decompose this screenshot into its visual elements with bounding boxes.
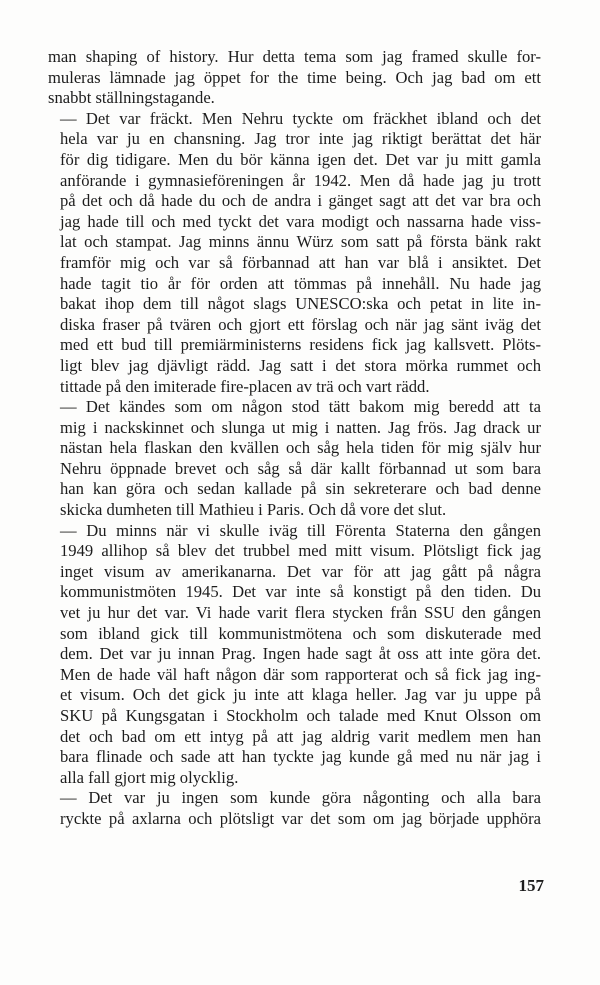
text-line: SKU på Kungsgatan i Stockholm och talade med Knut Olsson om — [60, 706, 541, 725]
text-line: ryckte på axlarna och plötsligt var det som om jag började upphöra — [60, 808, 541, 828]
text-line: det och bad om ett intyg på att jag aldrig varit medlem men han — [60, 726, 541, 746]
text-line: vet ju hur det var. Vi hade varit flera stycken från SSU den gången — [60, 603, 541, 623]
text-line: dem. Det var ju innan Prag. Ingen hade sagt åt oss att inte göra det. — [60, 644, 541, 664]
text-line: framför mig och var så förbannad att han var blå i ansiktet. Det — [60, 252, 541, 272]
text-line: Men de hade väl haft någon där som rapporterat och så fick jag ing- — [60, 664, 541, 684]
paragraph — [48, 788, 541, 829]
text-line: — Du minns när vi skulle iväg till Förenta Staterna den gången — [60, 520, 541, 540]
text-line: — Det var ju ingen som kunde göra någonting och alla bara — [60, 788, 541, 808]
text-line: på det och då hade du och de andra i gänget sagt att det var bra och — [60, 191, 541, 211]
text-line: — Det kändes som om någon stod tätt bakom mig beredd att ta — [60, 397, 541, 417]
text-line: et visum. Och det gick ju inte att klaga heller. Jag var ju uppe på — [60, 685, 541, 705]
text-line: snabbt ställningstagande. — [48, 88, 215, 108]
text-line: muleras lämnade jag öppet for the time being. Och jag bad om ett — [48, 67, 541, 87]
text-line: mig i nackskinnet och slunga ut mig i natten. Jag frös. Jag drack ur — [60, 417, 541, 437]
text-line: hade tagit tio år för orden att tömmas på innehåll. Nu hade jag — [60, 273, 541, 293]
paragraph — [48, 109, 541, 397]
text-line: jag hade till och med tyckt det vara modigt och nassarna hade viss- — [60, 211, 541, 231]
text-line: skicka dumheten till Mathieu i Paris. Och då vore det slut. — [60, 500, 447, 520]
text-line: 1949 allihop så blev det trubbel med mitt visum. Plötsligt fick jag — [60, 541, 541, 561]
text-line: anförande i gymnasieföreningen år 1942. Men då hade jag ju trott — [60, 170, 541, 190]
text-line: — Det var fräckt. Men Nehru tyckte om fräckhet ibland och det — [60, 108, 541, 128]
text-line: han kan göra och sedan kallade på sin sekreterare och bad denne — [60, 479, 541, 499]
text-line: man shaping of history. Hur detta tema som jag framed skulle for- — [48, 47, 541, 66]
text-line: med ett bud till premiärministerns residens fick jag kallsvett. Plöts- — [60, 335, 541, 355]
text-line: som ibland gick till kommunistmötena och som diskuterade med — [60, 623, 541, 643]
paragraph — [48, 521, 541, 789]
text-line: Nehru öppnade brevet och såg så där kallt förbannad ut som bara — [60, 458, 541, 478]
paragraph — [48, 397, 541, 521]
text-line: för dig tidigare. Men du bör känna igen det. Det var ju mitt gamla — [60, 149, 541, 169]
text-line: lat och stampat. Jag minns ännu Würz som satt på första bänk rakt — [60, 232, 541, 252]
text-line: kommunistmöten 1945. Det var inte så konstigt på den tiden. Du — [60, 582, 541, 602]
text-line: alla fall gjort mig olycklig. — [60, 767, 239, 787]
text-line: hela var ju en chansning. Jag tror inte jag riktigt berättat det här — [60, 129, 541, 149]
text-line: bakat ihop dem till något slags UNESCO:ska och petat in lite in- — [60, 294, 541, 314]
text-line: diska fraser på tvären och gjort ett förslag och när jag sänt iväg det — [60, 314, 541, 334]
page-number: 157 — [518, 876, 544, 895]
body-text — [48, 47, 541, 830]
text-line: ligt blev jag djävligt rädd. Jag satt i det stora mörka rummet och — [60, 355, 541, 375]
text-line: nästan hela flaskan den kvällen och såg hela tiden för mig själv hur — [60, 438, 541, 458]
text-line: bara flinade och sade att han tyckte jag kunde gå med nu när jag i — [60, 747, 541, 767]
text-line: tittade på den imiterade fire-placen av trä och vart rädd. — [60, 376, 430, 396]
text-line: inget visum av amerikanarna. Det var för att jag gått på några — [60, 561, 541, 581]
paragraph — [48, 47, 541, 109]
